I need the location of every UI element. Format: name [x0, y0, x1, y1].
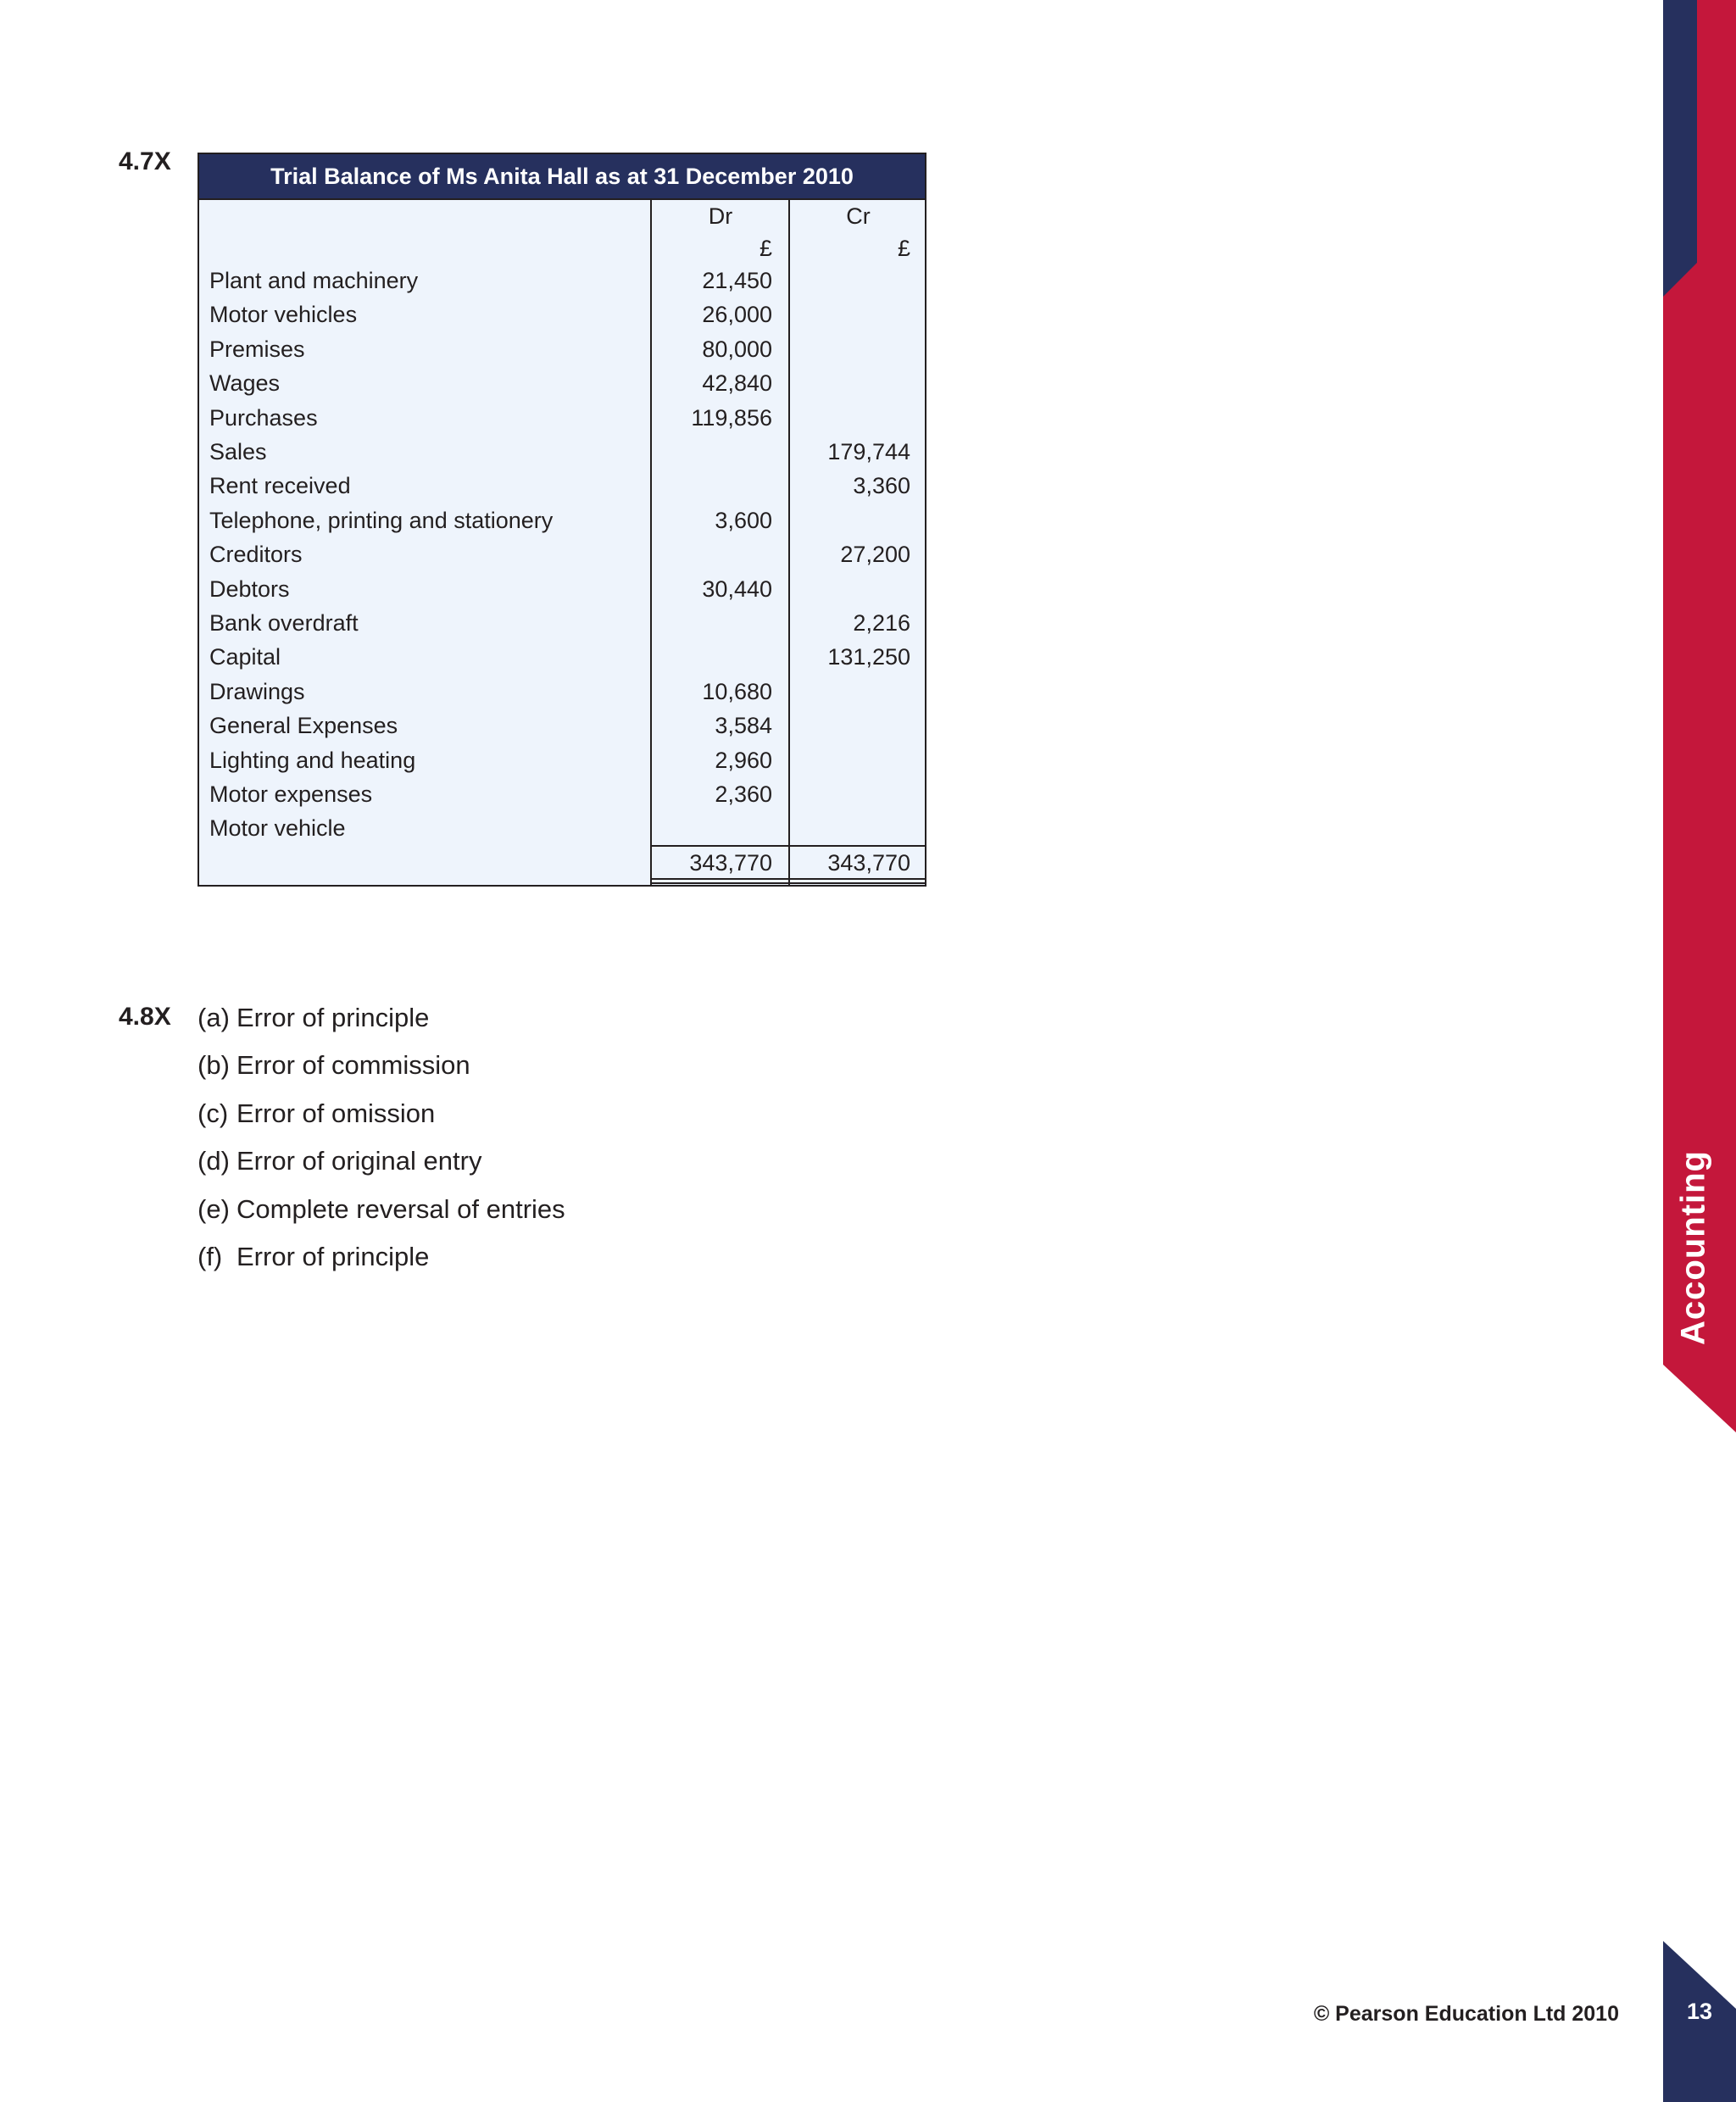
- row-cr-value: [790, 572, 910, 606]
- row-dr-value: 3,584: [715, 713, 772, 739]
- side-band-decoration: [1663, 0, 1736, 2102]
- row-label: Motor expenses: [209, 781, 373, 807]
- total-dr: 343,770: [689, 850, 772, 876]
- row-cr-value: 179,744: [827, 439, 910, 464]
- row-label: Motor vehicles: [209, 302, 358, 328]
- row-cr-value: [790, 777, 910, 811]
- row-label: Premises: [209, 336, 305, 362]
- row-label: Telephone, printing and stationery: [209, 507, 554, 533]
- item-text: Error of principle: [236, 1242, 430, 1271]
- row-dr-value: 2,960: [715, 747, 772, 773]
- row-cr-value: 3,360: [853, 473, 910, 499]
- row-label: Purchases: [209, 404, 318, 431]
- row-dr-value: [652, 811, 772, 845]
- total-rule-double-2: [650, 882, 925, 884]
- row-cr-value: 27,200: [840, 542, 910, 568]
- row-dr-value: [652, 435, 772, 469]
- dr-currency: £: [759, 236, 772, 261]
- list-item: [198, 1191, 565, 1228]
- row-label: Creditors: [209, 542, 303, 568]
- row-label: Capital: [209, 644, 281, 670]
- row-cr-value: [790, 264, 910, 298]
- cr-currency: £: [897, 236, 910, 261]
- row-label: Drawings: [209, 678, 305, 704]
- row-cr-value: [790, 401, 910, 435]
- total-rule-double-1: [650, 878, 925, 880]
- row-dr-value: 30,440: [702, 576, 772, 602]
- row-dr-value: [652, 537, 772, 571]
- item-letter: (f): [198, 1242, 223, 1271]
- item-letter: (d): [198, 1146, 230, 1176]
- question-number-4-8x: 4.8X: [119, 1003, 171, 1031]
- row-dr-value: 10,680: [702, 678, 772, 704]
- row-dr-value: 80,000: [702, 336, 772, 362]
- row-label: Sales: [209, 439, 267, 464]
- row-dr-value: 3,600: [715, 507, 772, 533]
- row-label: Debtors: [209, 576, 290, 602]
- item-text: Error of original entry: [236, 1146, 482, 1176]
- row-label: Rent received: [209, 473, 351, 499]
- item-letter: (e): [198, 1193, 230, 1224]
- row-cr-value: [790, 332, 910, 366]
- row-cr-value: [790, 709, 910, 742]
- row-dr-value: 42,840: [702, 370, 772, 397]
- table-title: Trial Balance of Ms Anita Hall as at 31 December 2010: [199, 154, 925, 198]
- row-cr-value: [790, 366, 910, 400]
- row-dr-value: 2,360: [715, 781, 772, 807]
- dr-header: Dr: [708, 203, 733, 229]
- row-dr-value: 26,000: [702, 302, 772, 328]
- row-label: Motor vehicle: [209, 815, 346, 842]
- item-text: Error of omission: [236, 1098, 436, 1128]
- item-letter: (c): [198, 1098, 229, 1128]
- total-cr: 343,770: [827, 850, 910, 876]
- row-dr-value: [652, 606, 772, 640]
- row-cr-value: [790, 811, 910, 845]
- row-cr-value: 2,216: [853, 610, 910, 636]
- row-label: General Expenses: [209, 713, 398, 739]
- row-cr-value: [790, 503, 910, 537]
- row-cr-value: [790, 298, 910, 331]
- cr-header: Cr: [846, 203, 871, 229]
- item-letter: (b): [198, 1050, 230, 1081]
- item-letter: (a): [198, 1003, 230, 1032]
- row-cr-value: 131,250: [827, 644, 910, 670]
- page-number: 13: [1686, 1999, 1713, 2024]
- item-text: Error of commission: [236, 1050, 470, 1081]
- row-label: Plant and machinery: [209, 268, 419, 293]
- row-dr-value: 21,450: [702, 268, 772, 293]
- row-label: Bank overdraft: [209, 610, 359, 636]
- row-cr-value: [790, 743, 910, 777]
- trial-balance-table: [198, 153, 926, 887]
- row-label: Wages: [209, 370, 281, 397]
- row-dr-value: 119,856: [691, 404, 772, 431]
- list-item: [198, 1143, 481, 1180]
- list-item: [198, 1047, 470, 1084]
- list-item: [198, 1095, 435, 1132]
- item-text: Error of principle: [236, 1003, 430, 1032]
- list-item: [198, 999, 429, 1037]
- row-dr-value: [652, 469, 772, 503]
- section-label: Accounting: [1674, 1150, 1712, 1345]
- row-dr-value: [652, 640, 772, 674]
- item-text: Complete reversal of entries: [236, 1193, 565, 1224]
- row-label: Lighting and heating: [209, 747, 416, 773]
- copyright-notice: © Pearson Education Ltd 2010: [1313, 2002, 1619, 2026]
- question-number-4-7x: 4.7X: [119, 147, 171, 175]
- list-item: [198, 1238, 429, 1276]
- row-cr-value: [790, 675, 910, 709]
